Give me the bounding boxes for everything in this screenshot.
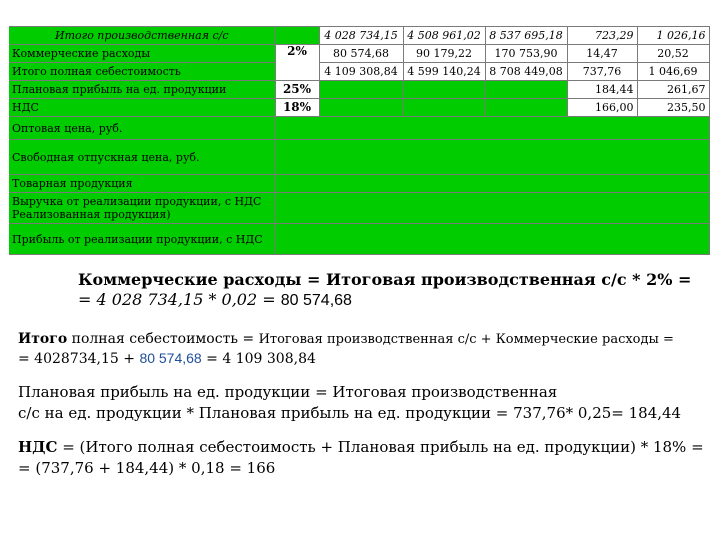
table-row (9, 193, 709, 224)
formula-line: = (737,76 + 184,44) * 0,18 = 166 (18, 459, 276, 477)
value-cell[interactable] (485, 99, 567, 117)
value-cell[interactable]: 4 109 308,84 (319, 63, 403, 81)
formula-line (18, 437, 708, 458)
value-cell[interactable] (275, 140, 709, 175)
value-cell[interactable]: 235,50 (637, 99, 709, 117)
row-label[interactable]: НДС (9, 99, 275, 117)
row-label[interactable]: Итого производственная с/с (9, 27, 275, 45)
formula-line: с/с на ед. продукции * Плановая прибыль на ед. продукции = 737,76* 0,25= 184,44 (18, 404, 682, 422)
value-cell[interactable] (275, 175, 709, 193)
formula-part: 80 574,68 (139, 350, 202, 366)
table-row (9, 27, 709, 45)
formula-line: Коммерческие расходы = Итоговая производственная с/с * 2% = (78, 270, 692, 289)
table-row (9, 224, 709, 255)
formula-part: = 4028734,15 + (18, 351, 140, 367)
value-cell[interactable]: 8 708 449,08 (485, 63, 567, 81)
value-cell[interactable]: 90 179,22 (403, 45, 485, 63)
formula-part: = (Итого полная себестоимость + Плановая прибыль на ед. продукции) * 18% = (57, 438, 704, 456)
value-cell[interactable] (319, 81, 403, 99)
value-cell[interactable]: 4 028 734,15 (319, 27, 403, 45)
value-cell[interactable]: 1 046,69 (637, 63, 709, 81)
formula-result: 80 574,68 (280, 292, 352, 309)
pct-cell[interactable]: 18% (275, 99, 319, 117)
pct-cell[interactable] (275, 27, 319, 45)
row-label[interactable]: Оптовая цена, руб. (9, 117, 275, 140)
formula-full-cost (18, 330, 708, 369)
pct-cell[interactable]: 2% (275, 45, 319, 81)
table-row (9, 63, 709, 81)
row-label[interactable]: Прибыль от реализации продукции, с НДС (9, 224, 275, 255)
row-label[interactable]: Коммерческие расходы (9, 45, 275, 63)
table-row (9, 99, 709, 117)
value-cell[interactable] (403, 81, 485, 99)
row-label[interactable]: Свободная отпускная цена, руб. (9, 140, 275, 175)
formula-part: полная себестоимость = (67, 331, 259, 347)
spreadsheet-table (9, 26, 710, 255)
value-cell[interactable]: 4 599 140,24 (403, 63, 485, 81)
value-cell[interactable]: 8 537 695,18 (485, 27, 567, 45)
formula-line: Плановая прибыль на ед. продукции = Итоговая производственная (18, 383, 558, 401)
formula-part: = 4 109 308,84 (201, 351, 316, 367)
value-cell[interactable] (485, 81, 567, 99)
table-row (9, 175, 709, 193)
formula-commercial-expenses (78, 270, 720, 311)
value-cell[interactable]: 184,44 (567, 81, 637, 99)
value-cell[interactable]: 166,00 (567, 99, 637, 117)
value-cell[interactable]: 737,76 (567, 63, 637, 81)
value-cell[interactable] (275, 193, 709, 224)
value-cell[interactable]: 170 753,90 (485, 45, 567, 63)
value-cell[interactable] (275, 224, 709, 255)
row-label[interactable]: Товарная продукция (9, 175, 275, 193)
value-cell[interactable]: 723,29 (567, 27, 637, 45)
table-row (9, 45, 709, 63)
row-label[interactable]: Плановая прибыль на ед. продукции (9, 81, 275, 99)
value-cell[interactable]: 80 574,68 (319, 45, 403, 63)
value-cell[interactable] (275, 117, 709, 140)
value-cell[interactable]: 261,67 (637, 81, 709, 99)
formula-part: НДС (18, 438, 58, 456)
value-cell[interactable] (319, 99, 403, 117)
table-row (9, 140, 709, 175)
formula-vat (18, 437, 708, 479)
value-cell[interactable]: 4 508 961,02 (403, 27, 485, 45)
table-row (9, 81, 709, 99)
row-label[interactable]: Итого полная себестоимость (9, 63, 275, 81)
table-row (9, 117, 709, 140)
formula-line (78, 290, 720, 311)
value-cell[interactable]: 20,52 (637, 45, 709, 63)
row-label[interactable]: Выручка от реализации продукции, с НДС Реализованная продукция) (9, 193, 275, 224)
formula-planned-profit (18, 382, 708, 424)
value-cell[interactable] (403, 99, 485, 117)
pct-cell[interactable]: 25% (275, 81, 319, 99)
formula-part: = 4 028 734,15 * 0,02 = (78, 290, 281, 309)
value-cell[interactable]: 1 026,16 (637, 27, 709, 45)
formula-part: Итоговая производственная с/с + Коммерческие расходы = (258, 332, 674, 347)
value-cell[interactable]: 14,47 (567, 45, 637, 63)
formula-part: Итого (18, 331, 68, 347)
